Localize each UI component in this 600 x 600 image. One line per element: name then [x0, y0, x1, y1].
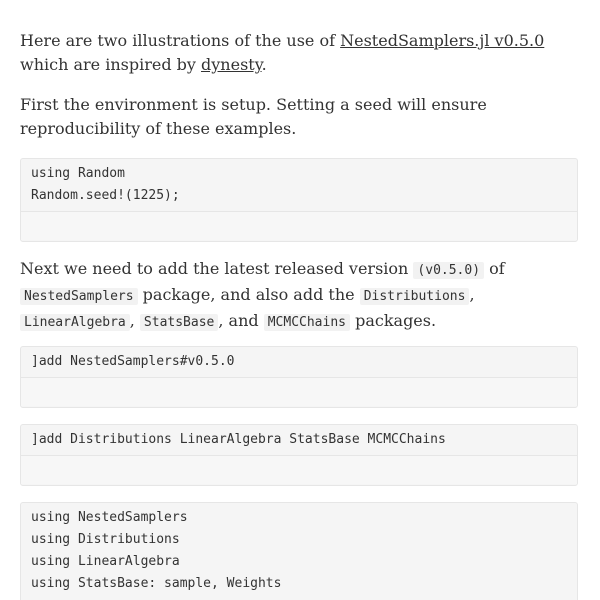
code-random-seed: using Random Random.seed!(1225);: [31, 166, 180, 203]
install-text-4: ,: [469, 285, 475, 304]
code-add-packages: ]add Distributions LinearAlgebra StatsBase MCMCChains: [31, 432, 446, 447]
inline-code-mcmcchains: MCMCChains: [264, 314, 350, 331]
code-block-using-packages: [20, 502, 578, 600]
intro-paragraph: [20, 29, 580, 77]
code-block-add-packages: [20, 424, 578, 486]
code-output-area: [21, 211, 577, 240]
code-using-packages: using NestedSamplers using Distributions using LinearAlgebra using StatsBase: sample, Weights: [31, 510, 282, 591]
inline-code-linearalgebra: LinearAlgebra: [20, 314, 130, 331]
inline-code-distributions: Distributions: [360, 288, 470, 305]
install-text-7: packages.: [350, 311, 437, 330]
install-paragraph: [20, 257, 580, 335]
install-text-1: Next we need to add the latest released version: [20, 259, 414, 278]
inline-code-nestedsamplers: NestedSamplers: [20, 288, 138, 305]
install-text-3: package, and also add the: [137, 285, 360, 304]
code-output-area: [21, 377, 577, 406]
intro-prefix: Here are two illustrations of the use of: [20, 31, 341, 50]
nestedsamplers-link[interactable]: NestedSamplers.jl v0.5.0: [340, 31, 545, 50]
setup-paragraph: First the environment is setup. Setting a seed will ensure reproducibility of these examples.: [20, 95, 487, 138]
code-output-area: [21, 455, 577, 484]
inline-code-version: (v0.5.0): [413, 262, 484, 279]
code-block-random-seed: [20, 158, 578, 242]
dynesty-link[interactable]: dynesty: [201, 55, 262, 74]
intro-middle: which are inspired by: [20, 55, 202, 74]
inline-code-statsbase: StatsBase: [140, 314, 218, 331]
install-text-2: of: [484, 259, 505, 278]
code-add-nestedsamplers: ]add NestedSamplers#v0.5.0: [31, 354, 235, 369]
install-text-6: , and: [218, 311, 264, 330]
intro-suffix: .: [261, 55, 267, 74]
code-block-add-nestedsamplers: [20, 346, 578, 408]
install-text-5: ,: [129, 311, 140, 330]
